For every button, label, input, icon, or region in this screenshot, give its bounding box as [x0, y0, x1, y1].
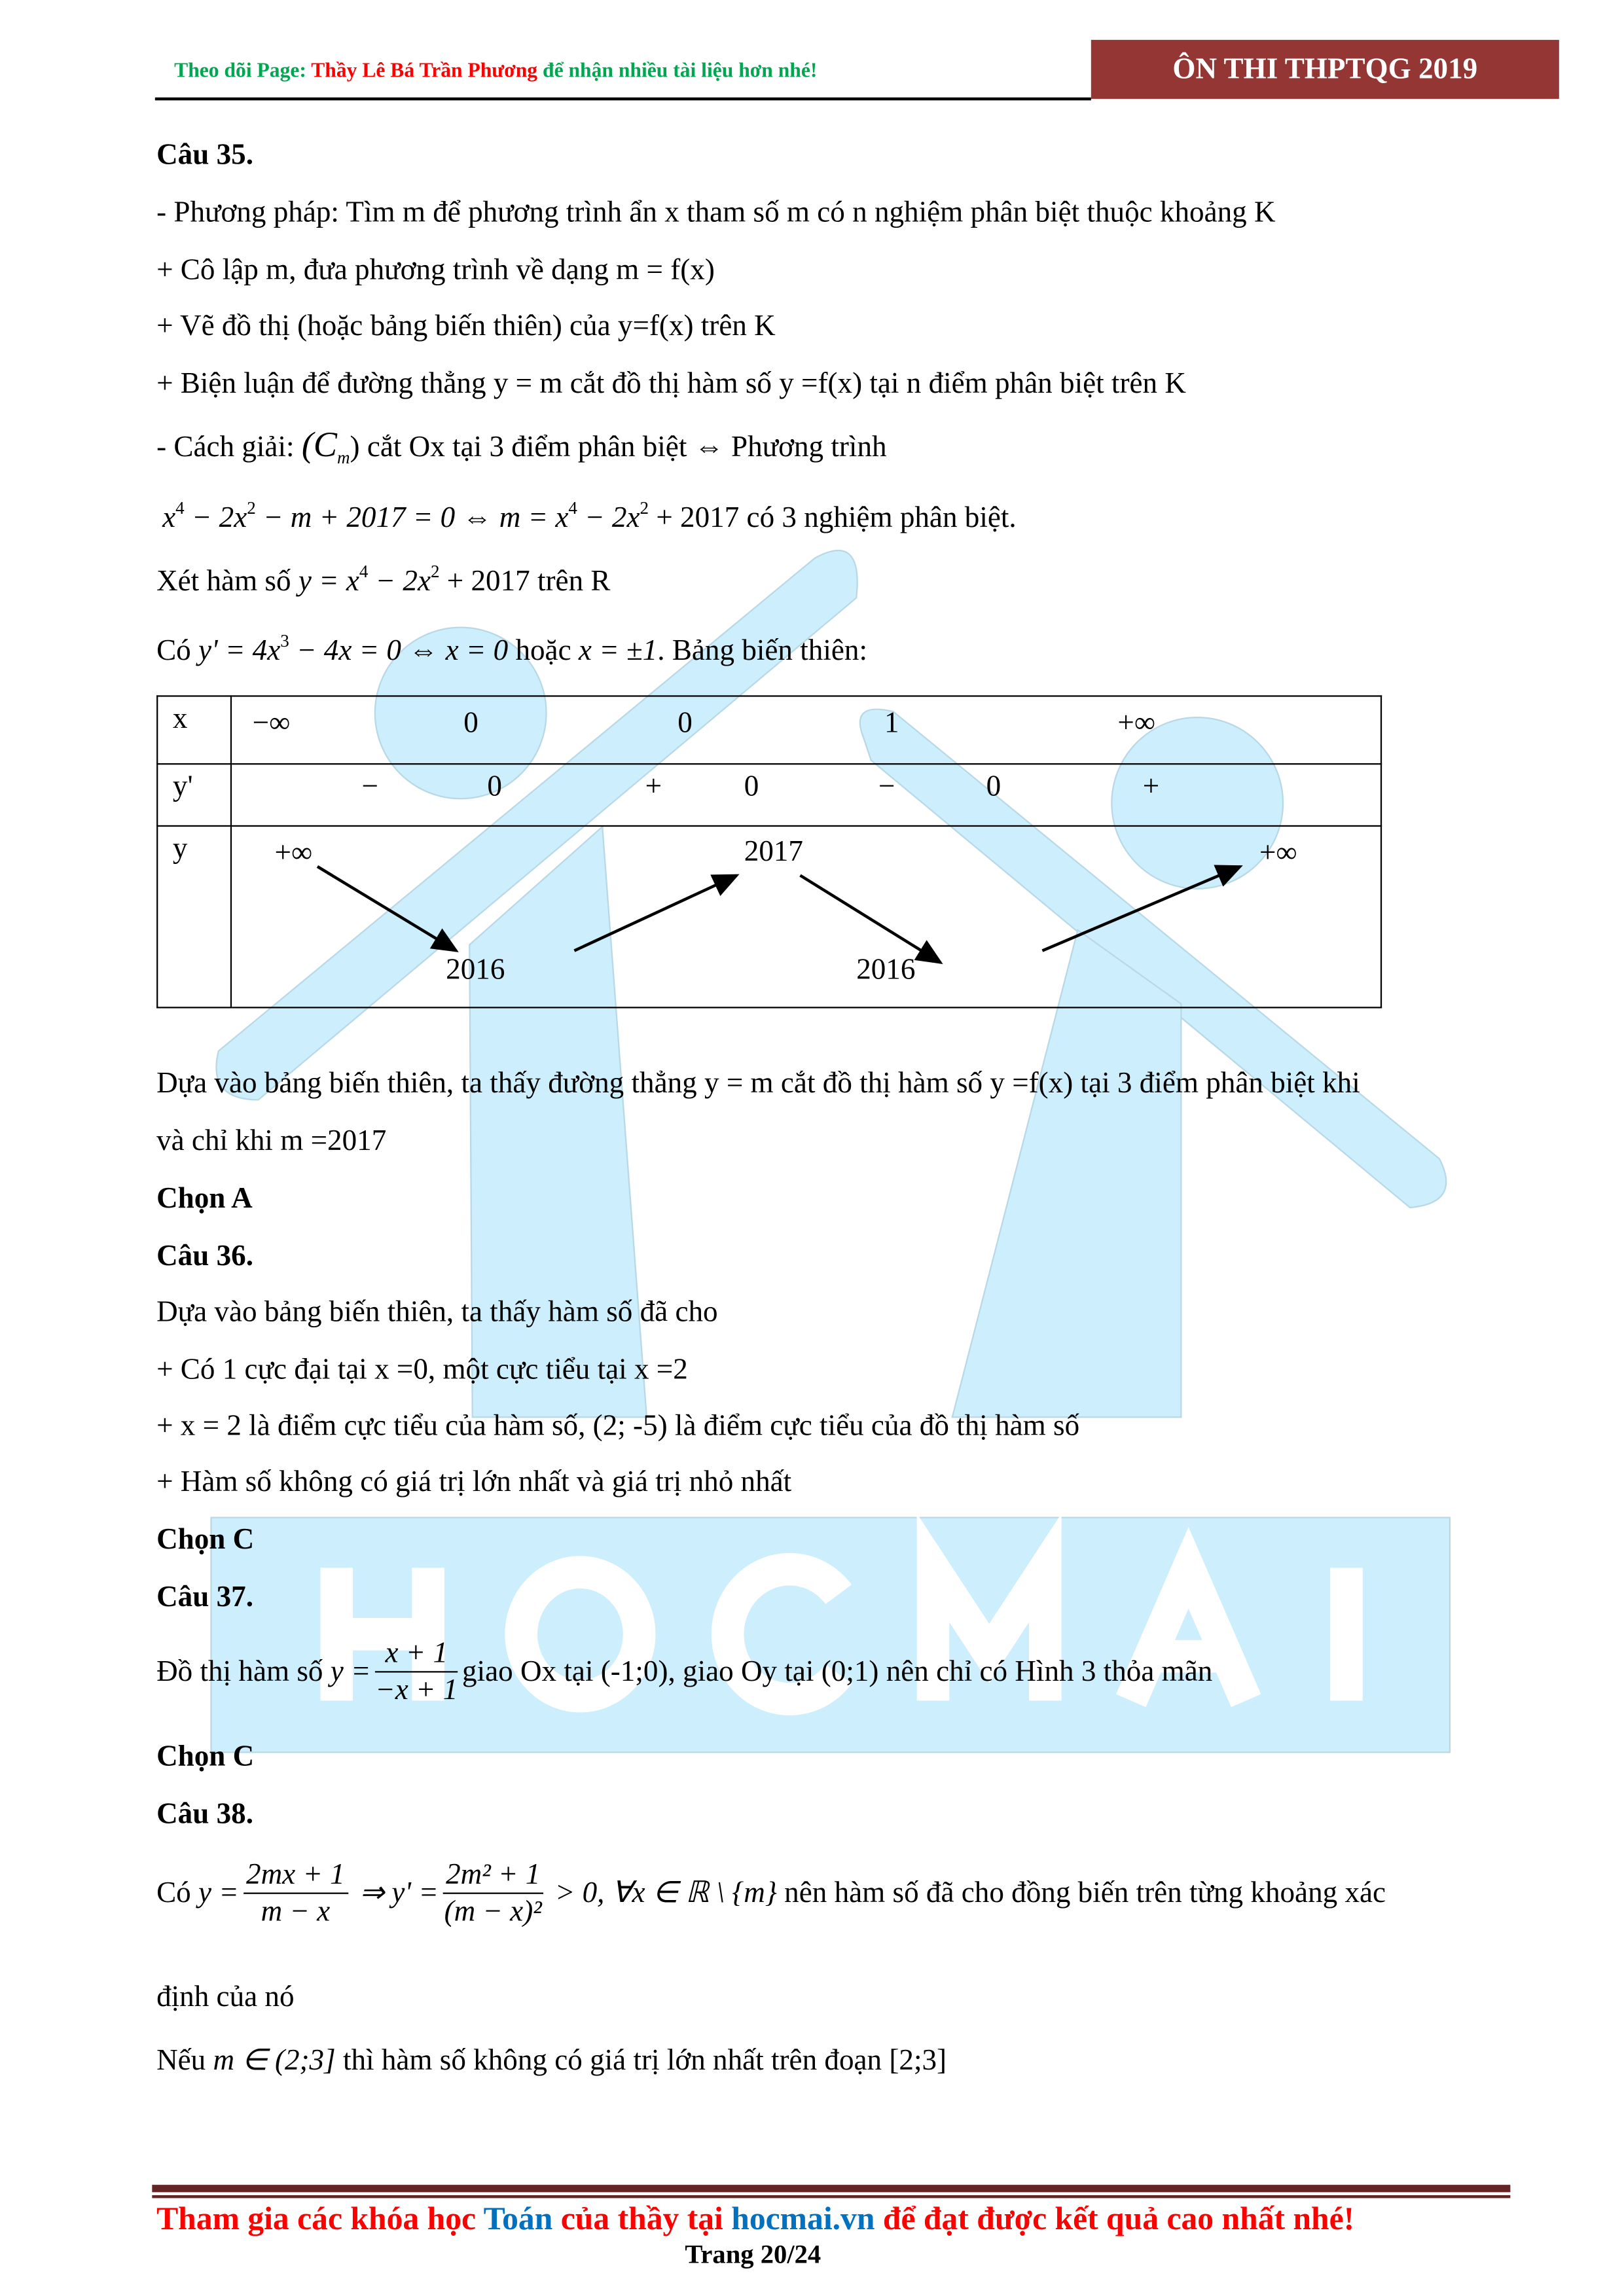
arrow-up	[574, 876, 736, 951]
q35-derivative: Có $y' = 4x^3 - 4x = 0$ ⇔ x = 0 hoặc x = ±1. Bảng biến thiên:	[156, 630, 868, 668]
x-value: +∞	[1117, 707, 1156, 740]
yprime-value: +	[1142, 770, 1160, 803]
variation-table	[156, 695, 1382, 1008]
q36-title: Câu 36.	[156, 1240, 253, 1273]
yprime-value: 0	[744, 770, 759, 803]
footer-promo: Tham gia các khóa học Toán của thầy tại hocmai.vn để đạt được kết quả cao nhất nhé!	[156, 2199, 1355, 2237]
q36-line: Dựa vào bảng biến thiên, ta thấy hàm số đã cho	[156, 1296, 718, 1329]
q35-line: + Biện luận để đường thẳng y = m cắt đồ thị hàm số y =f(x) tại n điểm phân biệt trên K	[156, 367, 1186, 401]
yprime-value: 0	[487, 770, 502, 803]
page-number: Trang 20/24	[685, 2239, 821, 2269]
q36-line: + Hàm số không có giá trị lớn nhất và giá trị nhỏ nhất	[156, 1465, 792, 1499]
page-name-link[interactable]: Thầy Lê Bá Trần Phương	[311, 60, 538, 83]
q37-text: Đồ thị hàm số y = $\frac{x + 1}{-x + 1}$ giao Ox tại (-1;0), giao Oy tại (0;1) nên chỉ có Hình 3 thỏa mãn	[156, 1636, 1212, 1708]
q35-xet: Xét hàm số $y = x^4 - 2x^2 + 2017$ trên R	[156, 561, 611, 598]
fraction: $\frac{2mx + 1}{m - x}$	[244, 1857, 348, 1929]
arrow-down	[317, 867, 456, 951]
q35-equation: $x^4 - 2x^2 - m + 2017 = 0$ ⇔ $m = x^4 - 2x^2 + 2017$ có 3 nghiệm phân biệt.	[162, 497, 1017, 535]
header-badge: ÔN THI THPTQG 2019	[1091, 40, 1559, 99]
q35-answer: Chọn A	[156, 1182, 253, 1215]
q38-text: Nếu m ∈ (2;3] thì hàm số không có giá trị lớn nhất trên đoạn [2;3]	[156, 2044, 947, 2077]
arrow-up	[1042, 867, 1240, 951]
x-value: 0	[677, 707, 693, 740]
q38-text: Có y = $\frac{2mx + 1}{m - x}$ ⇒ y' = $\frac{\text{2m² + 1}}{\text{(m − x)²}}$ > 0, ∀x ∈ ℝ \ {m} nên hàm số đã cho đồng biến trên từng khoảng xác	[156, 1857, 1386, 1929]
row-label: y'	[172, 770, 193, 803]
y-value: 2016	[446, 954, 505, 986]
fraction: $\frac{x + 1}{-x + 1}$	[375, 1636, 458, 1708]
yprime-value: +	[645, 770, 662, 803]
footer-rule	[152, 2195, 1510, 2198]
x-value: −∞	[252, 707, 291, 740]
x-value: 0	[463, 707, 478, 740]
header-follow-text: Theo dõi Page: Thầy Lê Bá Trần Phương để nhận nhiều tài liệu hơn nhé!	[174, 60, 818, 83]
footer-rule	[152, 2185, 1510, 2192]
arrow-down	[800, 876, 940, 963]
q35-line: + Vẽ đồ thị (hoặc bảng biến thiên) của y=f(x) trên K	[156, 310, 776, 343]
x-value: 1	[884, 707, 899, 740]
y-value: 2016	[856, 954, 916, 986]
q35-conclusion: và chỉ khi m =2017	[156, 1124, 387, 1158]
yprime-value: −	[878, 770, 895, 803]
q38-text: định của nó	[156, 1981, 295, 2014]
yprime-value: −	[361, 770, 379, 803]
y-value: 2017	[744, 835, 803, 869]
y-value: +∞	[1259, 836, 1297, 870]
q35-title: Câu 35.	[156, 139, 253, 171]
q35-line: - Phương pháp: Tìm m để phương trình ẩn x tham số m có n nghiệm phân biệt thuộc khoảng K	[156, 196, 1276, 229]
q36-answer: Chọn C	[156, 1523, 255, 1556]
q37-answer: Chọn C	[156, 1740, 255, 1773]
q37-title: Câu 37.	[156, 1581, 253, 1614]
row-label: x	[172, 702, 188, 736]
q36-line: + Có 1 cực đại tại x =0, một cực tiểu tại x =2	[156, 1354, 688, 1386]
header-rule	[155, 98, 1091, 101]
q36-line: + x = 2 là điểm cực tiểu của hàm số, (2; -5) là điểm cực tiểu của đồ thị hàm số	[156, 1410, 1080, 1443]
y-value: +∞	[274, 836, 313, 870]
q35-cach-giai: - Cách giải: $(C_m)$ cắt Ox tại 3 điểm phân biệt ⇔ Phương trình	[156, 426, 887, 468]
yprime-value: 0	[986, 770, 1001, 803]
q35-line: + Cô lập m, đưa phương trình về dạng m = f(x)	[156, 253, 715, 287]
hocmai-link[interactable]: hocmai.vn	[731, 2199, 875, 2237]
row-label: y	[172, 833, 188, 865]
fraction: $\frac{\text{2m² + 1}}{\text{(m − x)²}}$	[443, 1857, 543, 1929]
q35-conclusion: Dựa vào bảng biến thiên, ta thấy đường thẳng y = m cắt đồ thị hàm số y =f(x) tại 3 điểm phân biệt khi	[156, 1067, 1360, 1100]
q38-title: Câu 38.	[156, 1798, 253, 1831]
variation-arrows	[232, 827, 1383, 1008]
